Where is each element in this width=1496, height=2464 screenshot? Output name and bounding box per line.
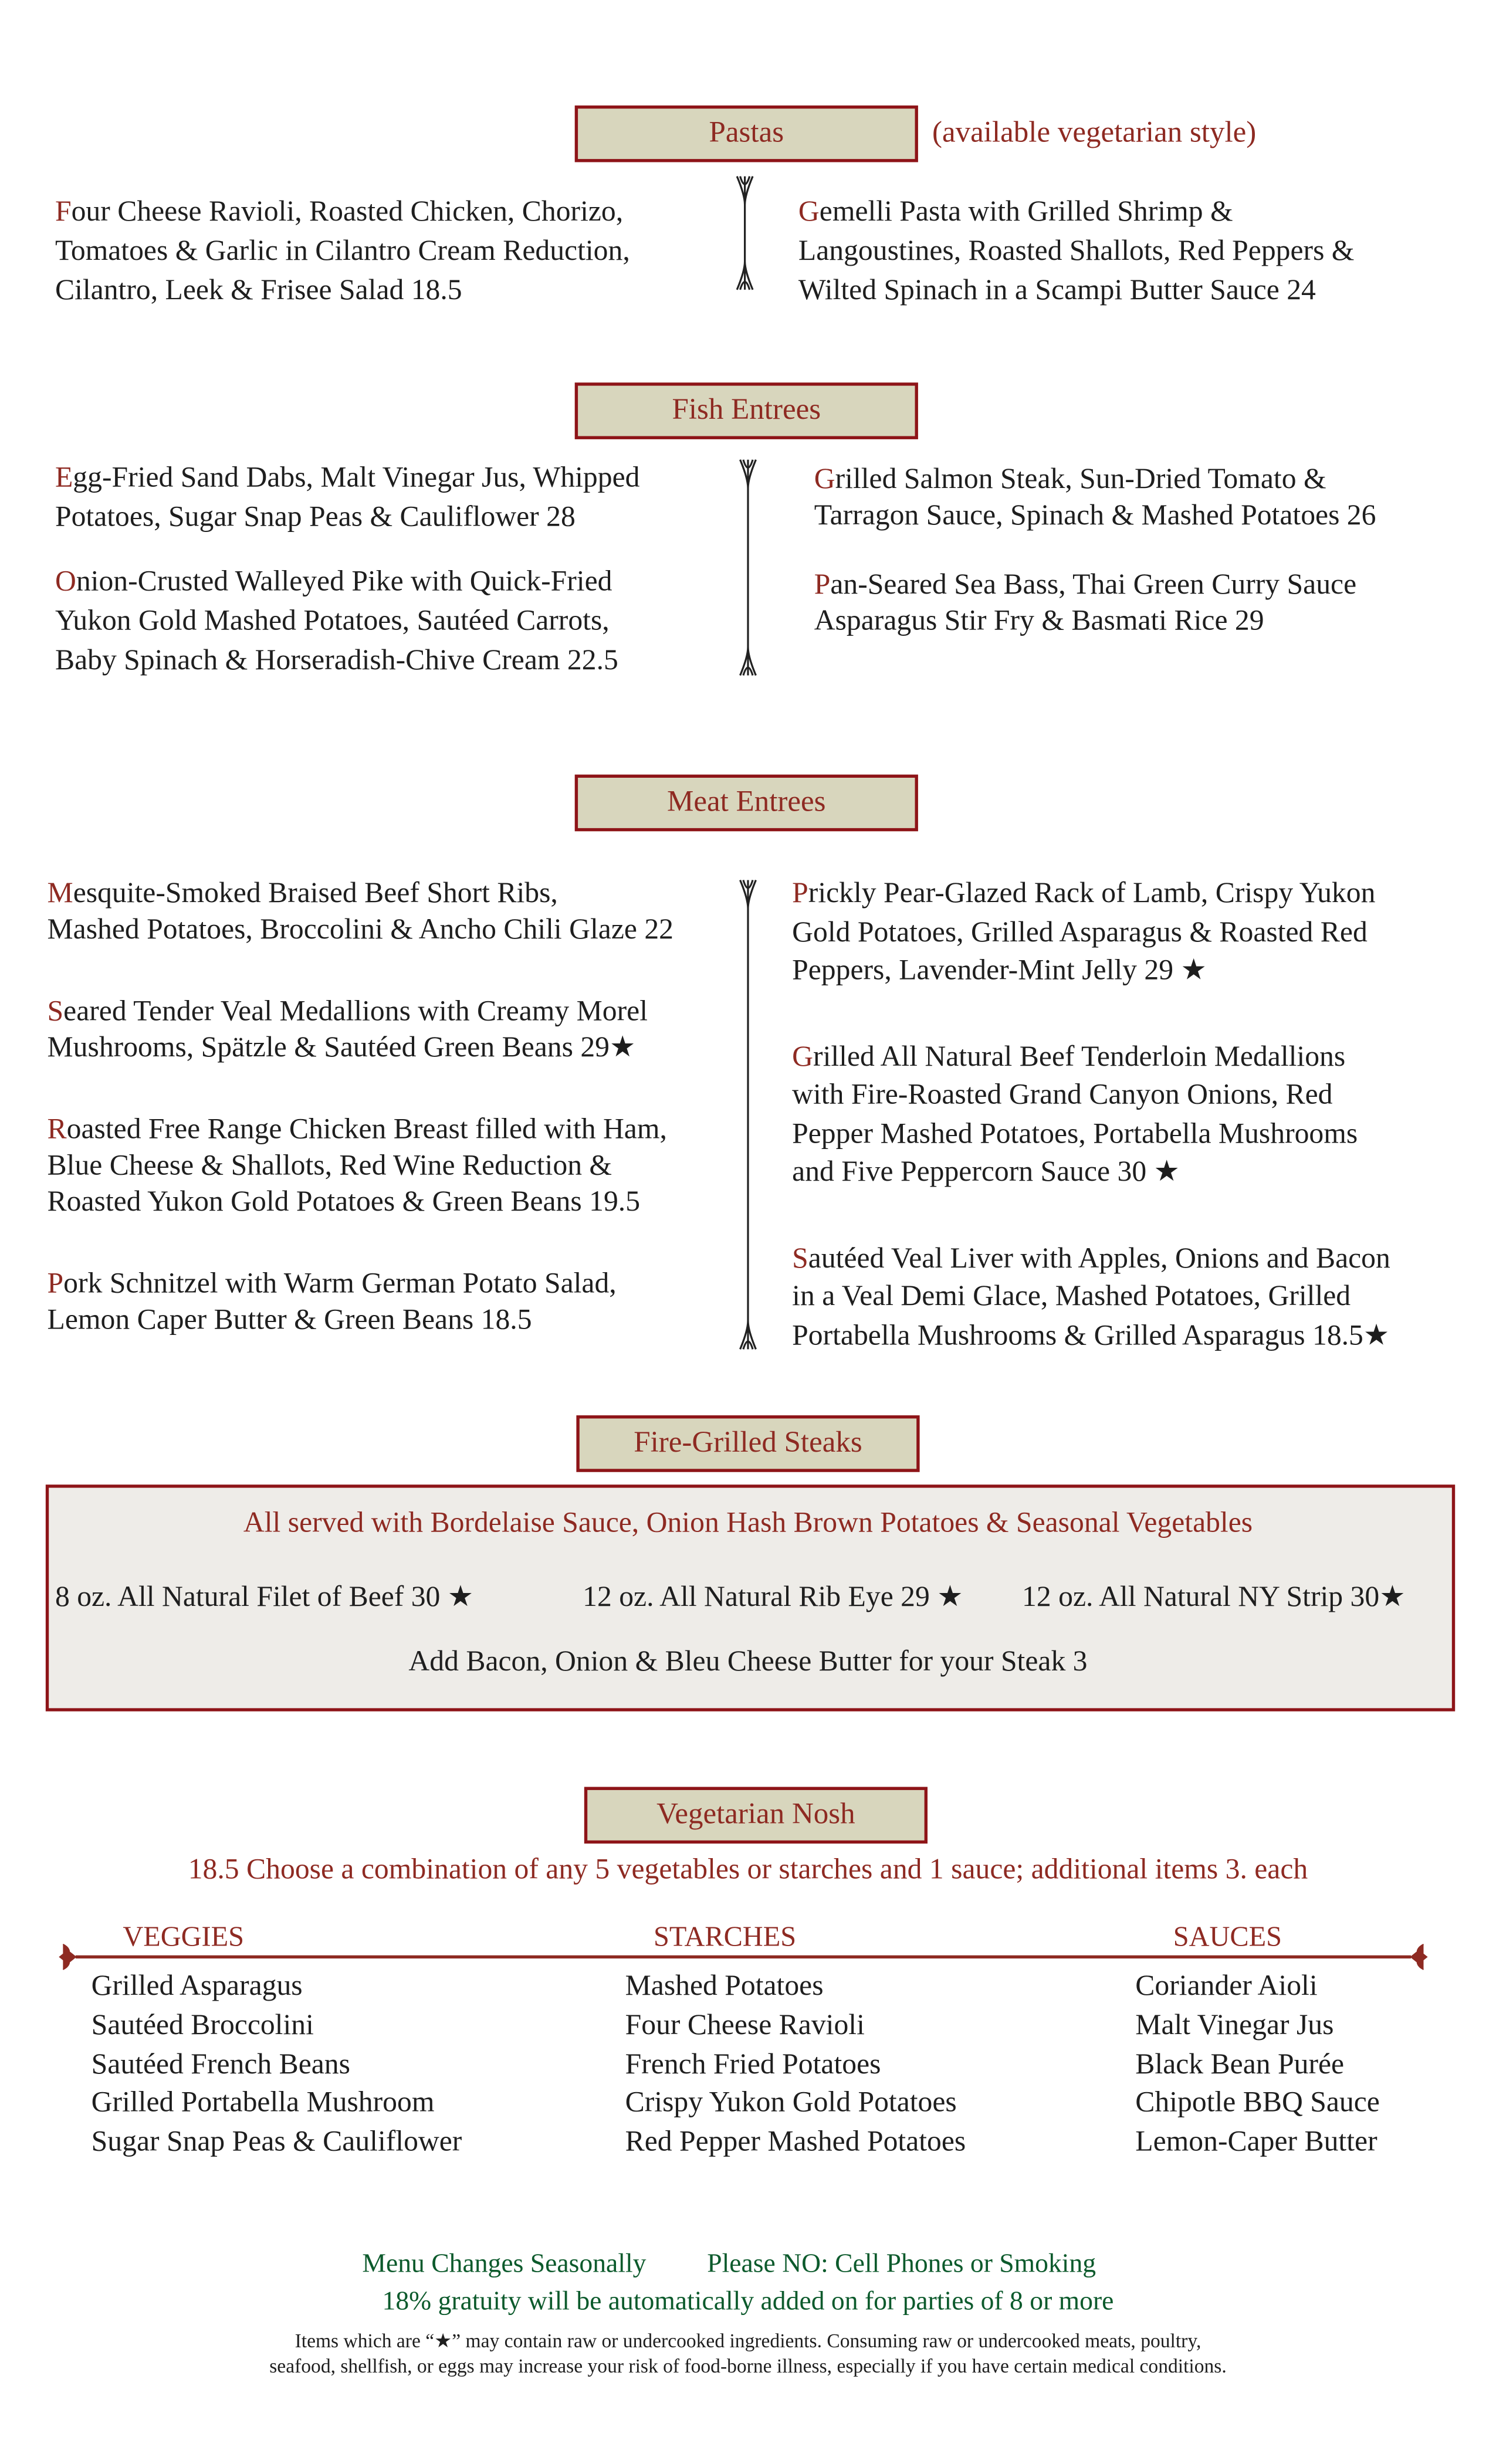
fish-left-column bbox=[55, 460, 640, 682]
menu-item-line: Grilled All Natural Beef Tenderloin Medallions bbox=[792, 1041, 1346, 1073]
option-item: Sautéed French Beans bbox=[91, 2049, 350, 2081]
option-item: Black Bean Purée bbox=[1135, 2049, 1345, 2081]
steak-item-rib-eye: 12 oz. All Natural Rib Eye 29 ★ bbox=[583, 1582, 963, 1614]
menu-item-line: Potatoes, Sugar Snap Peas & Cauliflower 28 bbox=[55, 502, 576, 534]
menu-item-line: Langoustines, Roasted Shallots, Red Peppers & bbox=[798, 236, 1355, 268]
option-item: Lemon-Caper Butter bbox=[1135, 2127, 1377, 2159]
sauces-list bbox=[1135, 1968, 1380, 2163]
menu-item-line: Pan-Seared Sea Bass, Thai Green Curry Sauce bbox=[814, 570, 1357, 602]
menu-item-line: and Five Peppercorn Sauce 30 ★ bbox=[792, 1157, 1180, 1189]
section-header-pastas: Pastas bbox=[575, 106, 918, 162]
option-item: Malt Vinegar Jus bbox=[1135, 2010, 1334, 2042]
option-item: Red Pepper Mashed Potatoes bbox=[625, 2127, 966, 2159]
menu-item-line: Gemelli Pasta with Grilled Shrimp & bbox=[798, 196, 1233, 229]
starches-list bbox=[625, 1968, 966, 2163]
menu-item-line: Yukon Gold Mashed Potatoes, Sautéed Carrots, bbox=[55, 606, 610, 638]
menu-item bbox=[55, 460, 640, 538]
ornamental-divider-icon bbox=[737, 877, 759, 1353]
option-item: Sugar Snap Peas & Cauliflower bbox=[91, 2127, 462, 2159]
steak-item-filet: 8 oz. All Natural Filet of Beef 30 ★ bbox=[55, 1582, 474, 1614]
meat-right-column bbox=[792, 875, 1390, 1355]
menu-item-line: Peppers, Lavender-Mint Jelly 29 ★ bbox=[792, 955, 1207, 987]
veggies-heading: VEGGIES bbox=[123, 1920, 245, 1953]
menu-item-line: Cilantro, Leek & Frisee Salad 18.5 bbox=[55, 275, 462, 307]
menu-item-line: Sautéed Veal Liver with Apples, Onions and Bacon bbox=[792, 1243, 1390, 1275]
menu-item bbox=[48, 877, 673, 949]
menu-item-line: with Fire-Roasted Grand Canyon Onions, Red bbox=[792, 1080, 1333, 1112]
menu-item-line: in a Veal Demi Glace, Mashed Potatoes, Grilled bbox=[792, 1281, 1351, 1313]
section-header-fire-grilled-steaks: Fire-Grilled Steaks bbox=[576, 1415, 919, 1472]
gratuity-note: 18% gratuity will be automatically added on for parties of 8 or more bbox=[382, 2286, 1114, 2316]
menu-item bbox=[792, 1038, 1390, 1192]
meat-left-column bbox=[48, 877, 673, 1340]
menu-item-line: Roasted Free Range Chicken Breast filled with Ham, bbox=[47, 1114, 667, 1147]
menu-item-line: Onion-Crusted Walleyed Pike with Quick-Fried bbox=[55, 567, 612, 598]
vegetarian-note: (available vegetarian style) bbox=[932, 116, 1257, 150]
sauces-heading: SAUCES bbox=[1173, 1920, 1282, 1953]
option-item: Grilled Asparagus bbox=[91, 1971, 303, 2003]
steaks-served-with: All served with Bordelaise Sauce, Onion Hash Brown Potatoes & Seasonal Vegetables bbox=[243, 1508, 1253, 1540]
menu-item-line: Four Cheese Ravioli, Roasted Chicken, Chorizo, bbox=[55, 196, 624, 229]
option-item: French Fried Potatoes bbox=[625, 2049, 881, 2081]
menu-item-line: Tomatoes & Garlic in Cilantro Cream Reduction, bbox=[55, 236, 630, 268]
menu-item-line: Mesquite-Smoked Braised Beef Short Ribs, bbox=[47, 878, 558, 910]
pastas-left-column bbox=[55, 194, 630, 311]
menu-item-line: Tarragon Sauce, Spinach & Mashed Potatoes 26 bbox=[814, 500, 1376, 531]
steak-addon: Add Bacon, Onion & Bleu Cheese Butter for your Steak 3 bbox=[408, 1646, 1088, 1679]
menu-item-line: Grilled Salmon Steak, Sun-Dried Tomato & bbox=[814, 464, 1326, 496]
steak-item-ny-strip: 12 oz. All Natural NY Strip 30★ bbox=[1022, 1582, 1406, 1614]
menu-item bbox=[814, 568, 1376, 639]
menu-item-line: Roasted Yukon Gold Potatoes & Green Beans 19.5 bbox=[47, 1187, 641, 1219]
option-item: Coriander Aioli bbox=[1135, 1971, 1318, 2003]
menu-item bbox=[48, 995, 673, 1067]
option-item: Crispy Yukon Gold Potatoes bbox=[625, 2088, 957, 2120]
ornamental-divider-icon bbox=[734, 173, 756, 293]
menu-item-line: Blue Cheese & Shallots, Red Wine Reduction & bbox=[47, 1151, 612, 1182]
option-item: Four Cheese Ravioli bbox=[625, 2010, 865, 2042]
menu-item bbox=[55, 194, 630, 311]
disclaimer-line-1: Items which are “★” may contain raw or undercooked ingredients. Consuming raw or undercooked meats, poultry, bbox=[295, 2330, 1201, 2353]
menu-item-line: Gold Potatoes, Grilled Asparagus & Roasted Red bbox=[792, 917, 1368, 949]
menu-item bbox=[48, 1267, 673, 1340]
menu-item-line: Mushrooms, Spätzle & Sautéed Green Beans 29★ bbox=[47, 1032, 636, 1065]
section-header-vegetarian-nosh: Vegetarian Nosh bbox=[584, 1787, 928, 1844]
option-item: Mashed Potatoes bbox=[625, 1971, 824, 2003]
menu-item bbox=[792, 875, 1390, 991]
menu-item bbox=[792, 1240, 1390, 1355]
policy-note: Please NO: Cell Phones or Smoking bbox=[707, 2248, 1096, 2279]
menu-item-line: Lemon Caper Butter & Green Beans 18.5 bbox=[47, 1305, 532, 1337]
pastas-right-column bbox=[798, 194, 1355, 311]
menu-item-line: Mashed Potatoes, Broccolini & Ancho Chili Glaze 22 bbox=[47, 914, 673, 947]
option-item: Chipotle BBQ Sauce bbox=[1135, 2088, 1380, 2120]
menu-item-line: Pepper Mashed Potatoes, Portabella Mushrooms bbox=[792, 1119, 1358, 1150]
option-item: Sautéed Broccolini bbox=[91, 2010, 314, 2042]
veggies-list bbox=[92, 1968, 462, 2163]
menu-item bbox=[48, 1113, 673, 1222]
menu-item bbox=[814, 463, 1376, 534]
menu-item-line: Portabella Mushrooms & Grilled Asparagus 18.5★ bbox=[792, 1320, 1390, 1352]
ornamental-rule-icon bbox=[57, 1943, 1430, 1971]
option-item: Grilled Portabella Mushroom bbox=[91, 2088, 435, 2120]
starches-heading: STARCHES bbox=[653, 1920, 797, 1953]
menu-item bbox=[55, 564, 640, 682]
menu-seasonal-note: Menu Changes Seasonally bbox=[362, 2248, 647, 2279]
menu-item-line: Asparagus Stir Fry & Basmati Rice 29 bbox=[814, 605, 1264, 637]
menu-item-line: Pork Schnitzel with Warm German Potato Salad, bbox=[47, 1269, 617, 1301]
menu-item bbox=[798, 194, 1355, 311]
disclaimer-line-2: seafood, shellfish, or eggs may increase your risk of food-borne illness, especially if you have certain medical conditions. bbox=[269, 2355, 1227, 2378]
fish-right-column bbox=[814, 463, 1376, 639]
menu-item-line: Egg-Fried Sand Dabs, Malt Vinegar Jus, Whipped bbox=[55, 463, 640, 494]
menu-item-line: Wilted Spinach in a Scampi Butter Sauce 24 bbox=[798, 275, 1316, 307]
section-header-fish-entrees: Fish Entrees bbox=[575, 382, 918, 439]
menu-item-line: Baby Spinach & Horseradish-Chive Cream 22.5 bbox=[55, 645, 618, 677]
vegetarian-description: 18.5 Choose a combination of any 5 vegetables or starches and 1 sauce; additional items 3. each bbox=[188, 1854, 1308, 1886]
menu-item-line: Seared Tender Veal Medallions with Creamy Morel bbox=[47, 997, 648, 1028]
section-header-meat-entrees: Meat Entrees bbox=[575, 775, 918, 832]
menu-item-line: Prickly Pear-Glazed Rack of Lamb, Crispy Yukon bbox=[792, 878, 1376, 910]
ornamental-divider-icon bbox=[737, 456, 759, 678]
